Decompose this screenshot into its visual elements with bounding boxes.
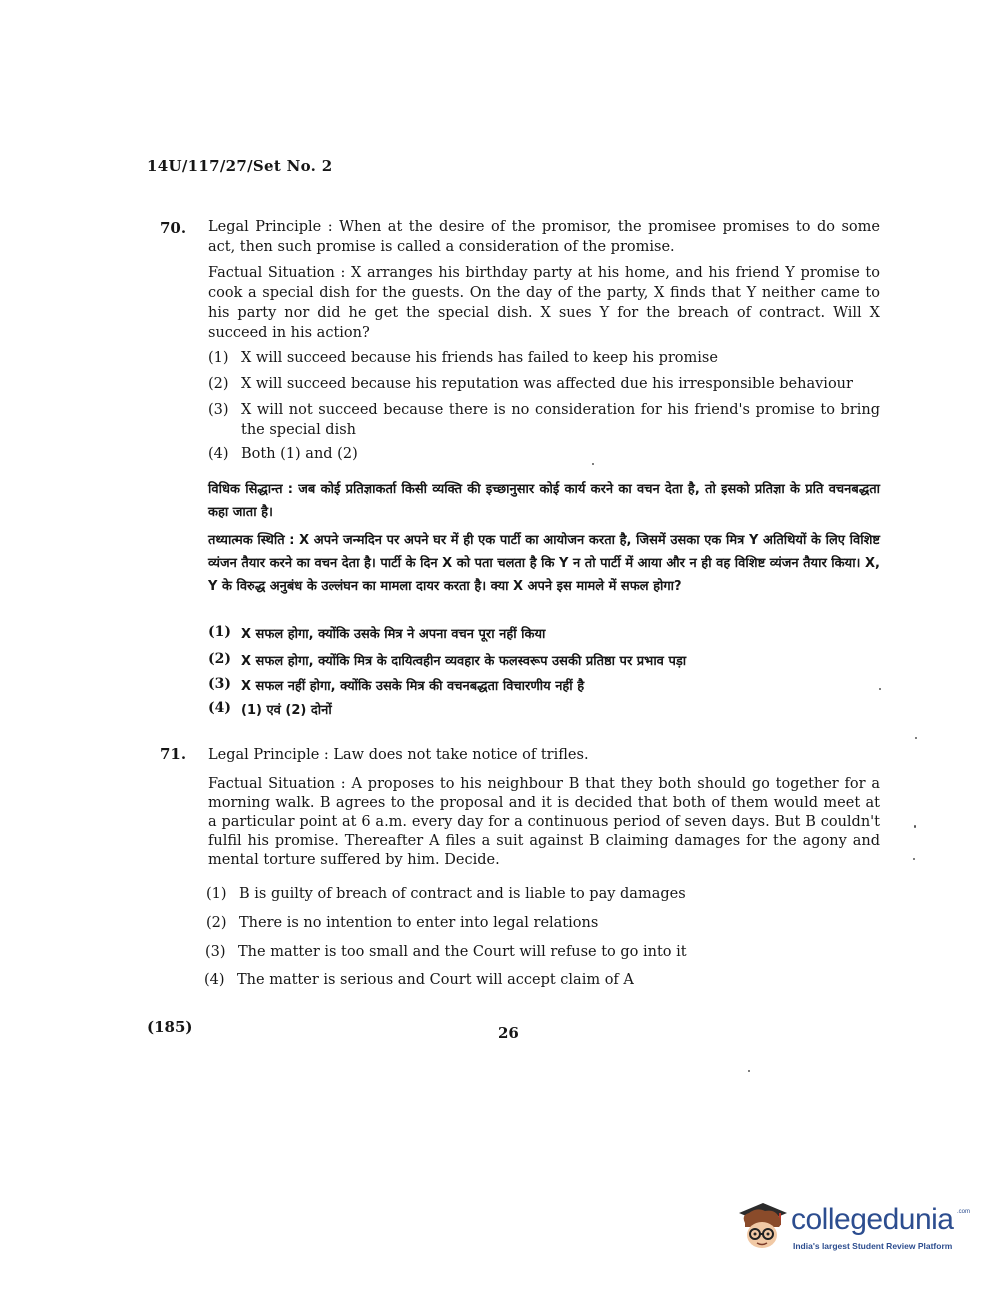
q71-factual-situation: Factual Situation : A proposes to his neighbour B that they both should go together for a morning walk. B agrees to the proposal and it is decided that both of them would meet at a particular point at 6 a.m. every day for a continuous period of seven days. But B couldn't fulfil his promise. Thereafter A files a suit against B claiming damages for the agony and mental torture suffered by him. Decide.	[208, 776, 880, 868]
q70-hindi-option-1	[208, 624, 880, 642]
q70-factual-situation: Factual Situation : X arranges his birthday party at his home, and his friend Y promise to cook a special dish for the guests. On the day of the party, X finds that Y neither came to his party nor did he get the special dish. X sues Y for the breach of contract. Will X succeed in his action?	[208, 265, 880, 341]
brand-domain: .com	[957, 1209, 971, 1215]
q70-hindi-principle: विधिक सिद्धान्त : जब कोई प्रतिज्ञाकर्ता किसी व्यक्ति की इच्छानुसार कोई कार्य करने का वचन देता है, तो इसको प्रतिज्ञा के प्रति वचनबद्धता कहा जाता है।	[208, 482, 880, 520]
option-number: (1)	[208, 624, 231, 640]
q70-hindi-facts: तथ्यात्मक स्थिति : X अपने जन्मदिन पर अपने घर में ही एक पार्टी का आयोजन करता है, जिसमें उसका एक मित्र Y अतिथियों के लिए विशिष्ट व्यंजन तैयार करने का वचन देता है। पार्टी के दिन X को पता चलता है कि Y न तो पार्टी में आया और न ही वह विशिष्ट व्यंजन तैयार किया। X, Y के विरुद्ध अनुबंध के उल्लंघन का मामला दायर करता है। क्या X अपने इस मामले में सफल होगा?	[208, 533, 880, 594]
question-number-71: 71.	[160, 745, 187, 763]
q71-option-1	[206, 884, 878, 904]
option-text: X will succeed because his reputation was affected due his irresponsible behaviour	[241, 376, 853, 392]
option-number: (2)	[206, 915, 227, 931]
q70-option-3	[208, 400, 880, 440]
option-text: The matter is serious and Court will accept claim of A	[237, 972, 634, 988]
option-text: X सफल होगा, क्योंकि उसके मित्र ने अपना वचन पूरा नहीं किया	[241, 627, 546, 642]
q71-option-2	[206, 913, 878, 933]
option-number: (4)	[208, 700, 231, 716]
option-text: The matter is too small and the Court will refuse to go into it	[238, 944, 687, 960]
option-text: X सफल होगा, क्योंकि मित्र के दायित्वहीन व्यवहार के फलस्वरूप उसकी प्रतिष्ठा पर प्रभाव पड़ा	[241, 654, 687, 669]
option-text: X सफल नहीं होगा, क्योंकि उसके मित्र की वचनबद्धता विचारणीय नहीं है	[241, 679, 585, 694]
q70-option-1	[208, 348, 880, 368]
q70-hindi-option-2	[208, 651, 880, 669]
student-mascot-icon	[735, 1197, 791, 1253]
option-text: (1) एवं (2) दोनों	[241, 703, 332, 718]
q71-option-4	[204, 970, 876, 990]
q70-hindi-option-3	[208, 676, 880, 694]
option-text: Both (1) and (2)	[241, 446, 358, 462]
scan-speck	[879, 688, 881, 690]
option-number: (1)	[208, 350, 229, 366]
page-number: 26	[498, 1024, 519, 1042]
option-number: (3)	[205, 944, 226, 960]
option-number: (2)	[208, 651, 231, 667]
option-text: X will not succeed because there is no consideration for his friend's promise to bring the special dish	[241, 402, 880, 438]
option-number: (4)	[208, 446, 229, 462]
option-number: (1)	[206, 886, 227, 902]
option-number: (3)	[208, 402, 229, 418]
scan-speck	[914, 825, 916, 828]
q70-option-2	[208, 374, 880, 394]
q71-option-3	[205, 942, 877, 962]
option-text: There is no intention to enter into legal relations	[239, 915, 599, 931]
option-number: (2)	[208, 376, 229, 392]
question-number-70: 70.	[160, 219, 187, 237]
scan-speck	[748, 1070, 750, 1072]
q70-option-4	[208, 444, 880, 464]
scan-speck	[592, 463, 594, 465]
q70-legal-principle: Legal Principle : When at the desire of the promisor, the promisee promises to do some act, then such promise is called a consideration of the promise.	[208, 219, 880, 255]
q71-legal-principle: Legal Principle : Law does not take notice of trifles.	[208, 747, 589, 763]
collegedunia-watermark	[735, 1197, 971, 1259]
brand-tagline: India's largest Student Review Platform	[793, 1241, 953, 1251]
q70-hindi-option-4	[208, 700, 880, 718]
scan-speck	[915, 737, 917, 739]
option-number: (3)	[208, 676, 231, 692]
option-text: B is guilty of breach of contract and is liable to pay damages	[239, 886, 686, 902]
paper-code: 14U/117/27/Set No. 2	[147, 157, 333, 175]
option-text: X will succeed because his friends has failed to keep his promise	[241, 350, 718, 366]
brand-name: collegedunia	[791, 1203, 954, 1236]
scan-speck	[913, 858, 915, 860]
booklet-code: (185)	[147, 1018, 193, 1036]
option-number: (4)	[204, 972, 225, 988]
